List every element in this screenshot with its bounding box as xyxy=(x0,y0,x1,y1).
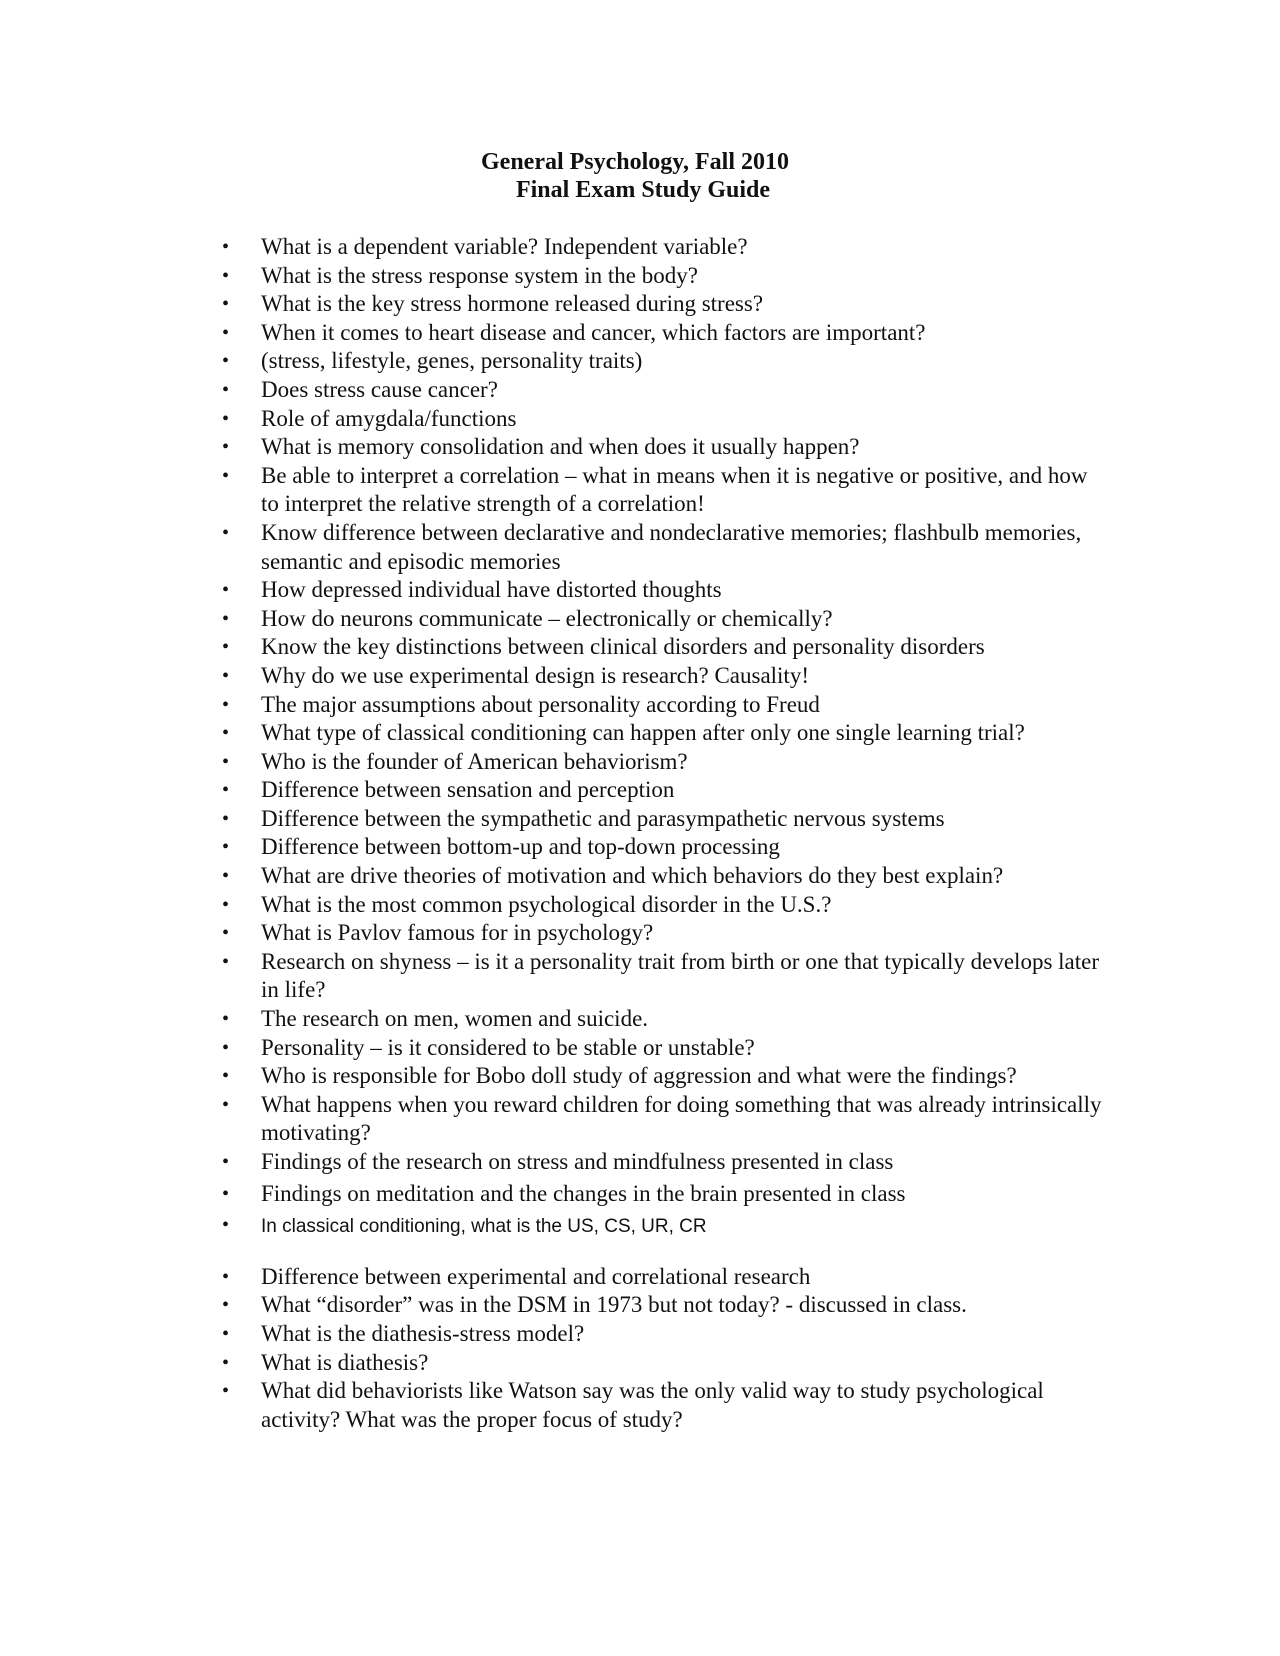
bullet-icon: • xyxy=(222,722,230,745)
list-item-text: What happens when you reward children for doing something that was already intrinsically motivating? xyxy=(261,1091,1102,1146)
list-item xyxy=(222,691,1102,720)
list-item xyxy=(222,919,1102,948)
list-item-text: Know difference between declarative and nondeclarative memories; flashbulb memories, semantic and episodic memories xyxy=(261,519,1082,574)
bullet-icon: • xyxy=(222,1182,230,1205)
list-item-text: What did behaviorists like Watson say was the only valid way to study psychological activity? What was the proper focus of study? xyxy=(261,1378,1044,1432)
bullet-icon: • xyxy=(222,378,230,401)
list-item xyxy=(222,1320,1102,1349)
list-item xyxy=(222,633,1102,662)
list-item xyxy=(222,262,1102,291)
list-item-text: The research on men, women and suicide. xyxy=(261,1006,649,1032)
bullet-icon: • xyxy=(222,607,230,630)
bullet-icon: • xyxy=(222,922,230,945)
title-guide: Final Exam Study Guide xyxy=(515,177,771,203)
list-item-text: Personality – is it considered to be stable or unstable? xyxy=(261,1034,755,1060)
list-item xyxy=(222,776,1102,805)
study-question-list xyxy=(222,233,1102,1434)
bullet-icon: • xyxy=(222,807,230,830)
bullet-icon: • xyxy=(222,1065,230,1088)
list-item-text: When it comes to heart disease and cancer, which factors are important? xyxy=(261,319,926,345)
list-item xyxy=(222,233,1102,262)
bullet-icon: • xyxy=(222,1380,230,1403)
list-item-text: Difference between the sympathetic and parasympathetic nervous systems xyxy=(261,805,945,831)
list-item-text: (stress, lifestyle, genes, personality traits) xyxy=(261,348,643,374)
bullet-icon: • xyxy=(222,750,230,773)
bullet-icon: • xyxy=(222,779,230,802)
list-item-text: Findings on meditation and the changes in the brain presented in class xyxy=(261,1180,906,1206)
list-item-text: The major assumptions about personality according to Freud xyxy=(261,691,820,717)
bullet-icon: • xyxy=(222,264,230,287)
list-item-text: Who is responsible for Bobo doll study of aggression and what were the findings? xyxy=(261,1063,1017,1089)
list-item-text: What type of classical conditioning can happen after only one single learning trial? xyxy=(261,720,1025,746)
list-item-text: What is the stress response system in the body? xyxy=(261,262,698,288)
list-item xyxy=(222,319,1102,348)
list-item xyxy=(222,605,1102,634)
list-item xyxy=(222,662,1102,691)
list-item xyxy=(222,1062,1102,1091)
bullet-icon: • xyxy=(222,321,230,344)
list-item xyxy=(222,433,1102,462)
list-item xyxy=(222,1005,1102,1034)
bullet-icon: • xyxy=(222,836,230,859)
list-item xyxy=(222,462,1102,519)
bullet-icon: • xyxy=(222,436,230,459)
list-item xyxy=(222,347,1102,376)
list-item xyxy=(222,891,1102,920)
list-item-text: What is the most common psychological disorder in the U.S.? xyxy=(261,891,832,917)
bullet-icon: • xyxy=(222,1322,230,1345)
list-item xyxy=(222,1211,1102,1242)
list-item xyxy=(222,519,1102,576)
bullet-icon: • xyxy=(222,521,230,544)
list-item-text: What is a dependent variable? Independent variable? xyxy=(261,234,748,259)
bullet-icon: • xyxy=(222,1093,230,1116)
list-item-text: Who is the founder of American behaviorism? xyxy=(261,748,688,774)
list-item xyxy=(222,719,1102,748)
list-item xyxy=(222,1034,1102,1063)
bullet-icon: • xyxy=(222,464,230,487)
list-item xyxy=(222,1091,1102,1148)
list-item-text: What is the key stress hormone released during stress? xyxy=(261,291,764,317)
bullet-icon: • xyxy=(222,293,230,316)
list-item-text: How do neurons communicate – electronically or chemically? xyxy=(261,605,833,631)
bullet-icon: • xyxy=(222,1265,230,1288)
bullet-icon: • xyxy=(222,1036,230,1059)
list-item-text: What “disorder” was in the DSM in 1973 but not today? - discussed in class. xyxy=(261,1292,967,1318)
list-item-text: Know the key distinctions between clinical disorders and personality disorders xyxy=(261,634,985,660)
list-item-text: How depressed individual have distorted thoughts xyxy=(261,577,722,603)
bullet-icon: • xyxy=(222,1008,230,1031)
list-item xyxy=(222,376,1102,405)
bullet-icon: • xyxy=(222,1351,230,1374)
list-item xyxy=(222,948,1102,1005)
list-item xyxy=(222,748,1102,777)
list-item xyxy=(222,290,1102,319)
bullet-icon: • xyxy=(222,350,230,373)
list-item xyxy=(222,1291,1102,1320)
list-item-text: Role of amygdala/functions xyxy=(261,405,517,431)
list-item-text: Findings of the research on stress and mindfulness presented in class xyxy=(261,1149,894,1174)
bullet-icon: • xyxy=(222,950,230,973)
list-item-text: What are drive theories of motivation and which behaviors do they best explain? xyxy=(261,863,1004,889)
list-item-text: Difference between bottom-up and top-down processing xyxy=(261,834,780,860)
list-item xyxy=(222,405,1102,434)
list-item xyxy=(222,1263,1102,1292)
list-item-text: What is memory consolidation and when does it usually happen? xyxy=(261,434,860,460)
document-title xyxy=(0,148,1280,204)
list-item-text: What is the diathesis-stress model? xyxy=(261,1320,585,1346)
bullet-icon: • xyxy=(222,579,230,602)
bullet-icon: • xyxy=(222,1151,230,1173)
list-item-text: What is Pavlov famous for in psychology? xyxy=(261,920,654,946)
list-item xyxy=(222,1349,1102,1378)
list-item xyxy=(222,862,1102,891)
list-item-text: What is diathesis? xyxy=(261,1349,429,1375)
list-item-text: Does stress cause cancer? xyxy=(261,376,498,402)
list-item-text: Difference between experimental and correlational research xyxy=(261,1263,811,1289)
bullet-icon: • xyxy=(222,636,230,659)
bullet-icon: • xyxy=(222,1214,230,1237)
bullet-icon: • xyxy=(222,865,230,888)
bullet-icon: • xyxy=(222,893,230,916)
list-item-text: Be able to interpret a correlation – what in means when it is negative or positive, and how to interpret the relative strength of a correlation! xyxy=(261,462,1088,517)
bullet-icon: • xyxy=(222,693,230,716)
title-course: General Psychology, Fall 2010 xyxy=(481,149,789,175)
list-item xyxy=(222,1148,1102,1177)
list-item-text: Difference between sensation and perception xyxy=(261,777,675,803)
bullet-icon: • xyxy=(222,1294,230,1317)
bullet-icon: • xyxy=(222,236,230,258)
list-item xyxy=(222,833,1102,862)
list-item-text: Research on shyness – is it a personality trait from birth or one that typically develops later in life? xyxy=(261,948,1100,1003)
list-item xyxy=(222,805,1102,834)
bullet-icon: • xyxy=(222,664,230,687)
list-item-text: In classical conditioning, what is the US, CS, UR, CR xyxy=(261,1216,707,1238)
list-item xyxy=(222,1180,1102,1209)
list-item-text: Why do we use experimental design is research? Causality! xyxy=(261,662,809,688)
list-item xyxy=(222,576,1102,605)
list-item xyxy=(222,1377,1102,1434)
bullet-icon: • xyxy=(222,407,230,430)
